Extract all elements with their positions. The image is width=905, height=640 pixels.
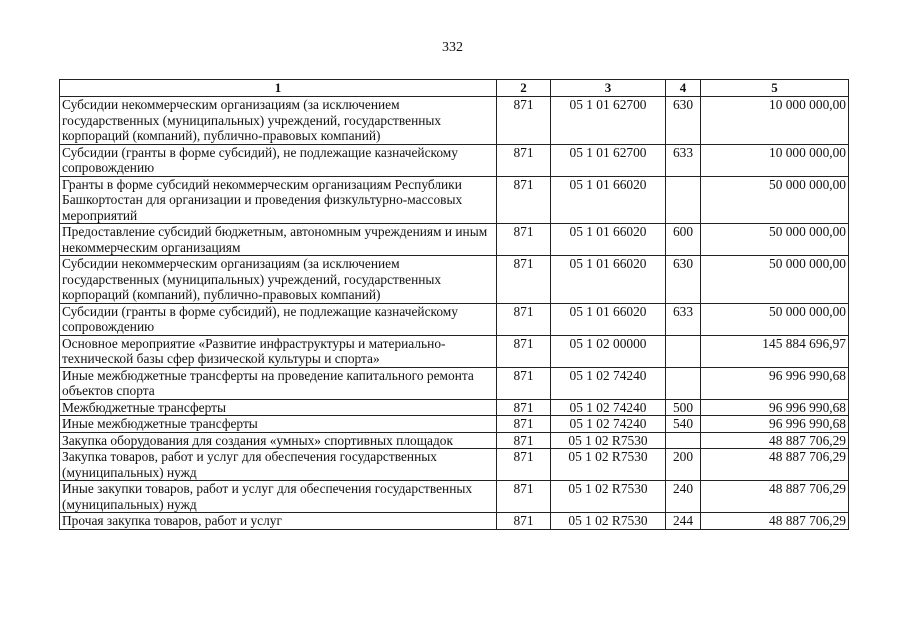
expense-type-cell: 500 — [666, 399, 701, 416]
column-header: 2 — [497, 80, 551, 97]
ministry-code-cell: 871 — [497, 303, 551, 335]
expense-type-cell: 540 — [666, 416, 701, 433]
expense-name-cell: Закупка товаров, работ и услуг для обеспечения государственных (муниципальных) нужд — [60, 449, 497, 481]
ministry-code-cell: 871 — [497, 399, 551, 416]
target-article-cell: 05 1 02 R7530 — [551, 481, 666, 513]
ministry-code-cell: 871 — [497, 335, 551, 367]
amount-cell: 50 000 000,00 — [701, 256, 849, 304]
ministry-code-cell: 871 — [497, 97, 551, 145]
table-row — [60, 513, 849, 530]
ministry-code-cell: 871 — [497, 256, 551, 304]
target-article-cell: 05 1 01 66020 — [551, 256, 666, 304]
table-body — [60, 97, 849, 530]
expense-type-cell: 630 — [666, 97, 701, 145]
expense-name-cell: Субсидии (гранты в форме субсидий), не подлежащие казначейскому сопровождению — [60, 303, 497, 335]
ministry-code-cell: 871 — [497, 481, 551, 513]
amount-cell: 48 887 706,29 — [701, 513, 849, 530]
page-number: 332 — [442, 40, 463, 55]
amount-cell: 145 884 696,97 — [701, 335, 849, 367]
expense-name-cell: Закупка оборудования для создания «умных» спортивных площадок — [60, 432, 497, 449]
column-header: 1 — [60, 80, 497, 97]
amount-cell: 48 887 706,29 — [701, 432, 849, 449]
expense-name-cell: Субсидии некоммерческим организациям (за исключением государственных (муниципальных) учреждений, государственных корпораций (компаний), публично-правовых компаний) — [60, 256, 497, 304]
target-article-cell: 05 1 02 R7530 — [551, 432, 666, 449]
column-header: 4 — [666, 80, 701, 97]
expense-name-cell: Субсидии (гранты в форме субсидий), не подлежащие казначейскому сопровождению — [60, 144, 497, 176]
amount-cell: 50 000 000,00 — [701, 176, 849, 224]
expense-type-cell: 200 — [666, 449, 701, 481]
expense-type-cell: 630 — [666, 256, 701, 304]
expense-name-cell: Субсидии некоммерческим организациям (за исключением государственных (муниципальных) учреждений, государственных корпораций (компаний), публично-правовых компаний) — [60, 97, 497, 145]
table-row — [60, 481, 849, 513]
expense-type-cell: 633 — [666, 144, 701, 176]
expense-type-cell: 240 — [666, 481, 701, 513]
table-row — [60, 449, 849, 481]
ministry-code-cell: 871 — [497, 449, 551, 481]
ministry-code-cell: 871 — [497, 432, 551, 449]
table-row — [60, 303, 849, 335]
column-header: 3 — [551, 80, 666, 97]
amount-cell: 96 996 990,68 — [701, 367, 849, 399]
table-row — [60, 144, 849, 176]
target-article-cell: 05 1 02 74240 — [551, 399, 666, 416]
amount-cell: 50 000 000,00 — [701, 224, 849, 256]
target-article-cell: 05 1 02 R7530 — [551, 513, 666, 530]
amount-cell: 96 996 990,68 — [701, 416, 849, 433]
target-article-cell: 05 1 01 62700 — [551, 144, 666, 176]
table-row — [60, 97, 849, 145]
table-header-row — [60, 80, 849, 97]
amount-cell: 48 887 706,29 — [701, 481, 849, 513]
expense-name-cell: Межбюджетные трансферты — [60, 399, 497, 416]
expense-name-cell: Иные закупки товаров, работ и услуг для обеспечения государственных (муниципальных) нужд — [60, 481, 497, 513]
target-article-cell: 05 1 02 00000 — [551, 335, 666, 367]
table-row — [60, 399, 849, 416]
target-article-cell: 05 1 01 66020 — [551, 224, 666, 256]
expense-type-cell — [666, 367, 701, 399]
target-article-cell: 05 1 02 74240 — [551, 367, 666, 399]
expense-name-cell: Гранты в форме субсидий некоммерческим организациям Республики Башкортостан для организации и проведения физкультурно-массовых мероприятий — [60, 176, 497, 224]
amount-cell: 48 887 706,29 — [701, 449, 849, 481]
amount-cell: 50 000 000,00 — [701, 303, 849, 335]
expense-name-cell: Прочая закупка товаров, работ и услуг — [60, 513, 497, 530]
expense-type-cell — [666, 335, 701, 367]
target-article-cell: 05 1 01 66020 — [551, 303, 666, 335]
expense-type-cell: 633 — [666, 303, 701, 335]
expense-name-cell: Основное мероприятие «Развитие инфраструктуры и материально-технической базы сфер физической культуры и спорта» — [60, 335, 497, 367]
ministry-code-cell: 871 — [497, 176, 551, 224]
budget-table — [59, 79, 849, 530]
table-row — [60, 367, 849, 399]
amount-cell: 10 000 000,00 — [701, 144, 849, 176]
expense-type-cell: 244 — [666, 513, 701, 530]
target-article-cell: 05 1 02 R7530 — [551, 449, 666, 481]
target-article-cell: 05 1 01 62700 — [551, 97, 666, 145]
column-header: 5 — [701, 80, 849, 97]
expense-type-cell — [666, 176, 701, 224]
table-row — [60, 335, 849, 367]
amount-cell: 10 000 000,00 — [701, 97, 849, 145]
expense-name-cell: Предоставление субсидий бюджетным, автономным учреждениям и иным некоммерческим организациям — [60, 224, 497, 256]
table-row — [60, 432, 849, 449]
ministry-code-cell: 871 — [497, 144, 551, 176]
table-row — [60, 256, 849, 304]
amount-cell: 96 996 990,68 — [701, 399, 849, 416]
expense-name-cell: Иные межбюджетные трансферты — [60, 416, 497, 433]
table-row — [60, 176, 849, 224]
expense-type-cell — [666, 432, 701, 449]
expense-name-cell: Иные межбюджетные трансферты на проведение капитального ремонта объектов спорта — [60, 367, 497, 399]
ministry-code-cell: 871 — [497, 416, 551, 433]
ministry-code-cell: 871 — [497, 367, 551, 399]
table-row — [60, 224, 849, 256]
expense-type-cell: 600 — [666, 224, 701, 256]
target-article-cell: 05 1 02 74240 — [551, 416, 666, 433]
ministry-code-cell: 871 — [497, 224, 551, 256]
ministry-code-cell: 871 — [497, 513, 551, 530]
table-row — [60, 416, 849, 433]
target-article-cell: 05 1 01 66020 — [551, 176, 666, 224]
